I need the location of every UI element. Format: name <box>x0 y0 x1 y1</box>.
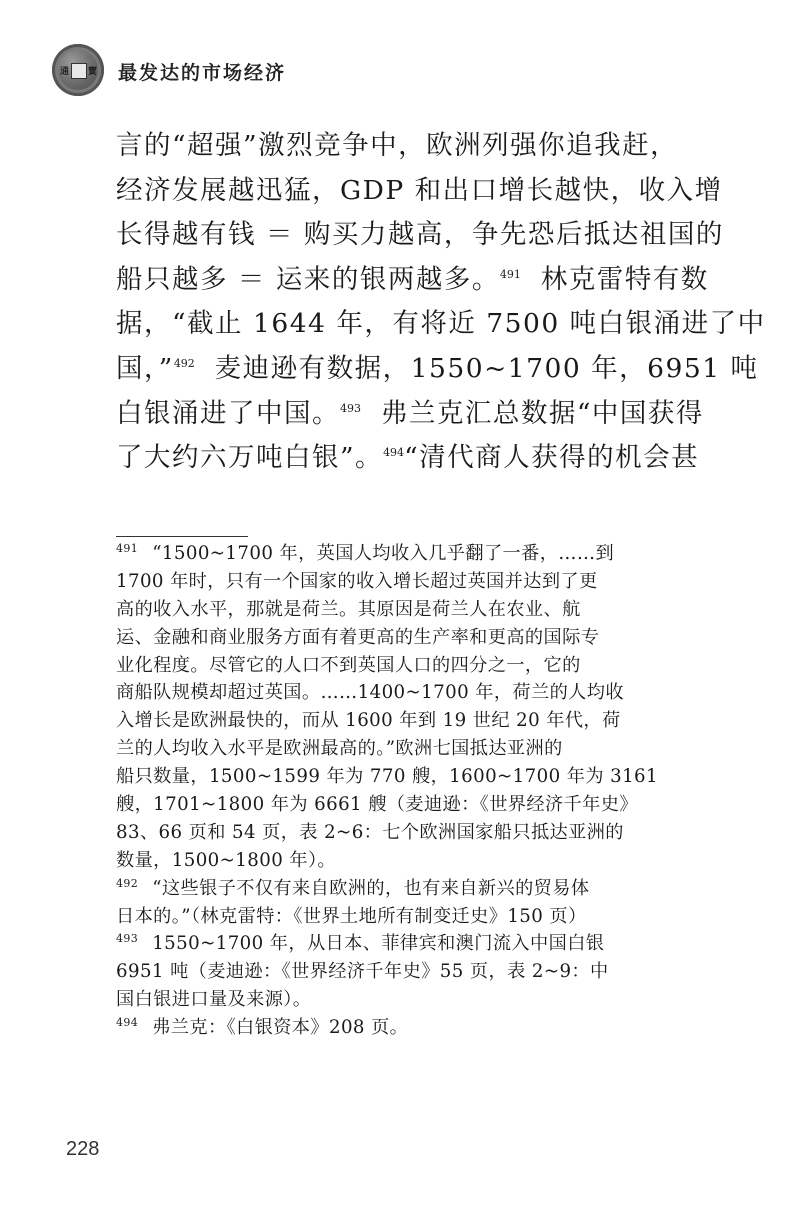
footnote-text: 运、金融和商业服务方面有着更高的生产率和更高的国际专 <box>116 626 600 648</box>
body-text: 长得越有钱 ＝ 购买力越高，争先恐后抵达祖国的 <box>116 219 724 251</box>
footnote-text: 日本的。”（林克雷特：《世界土地所有制变迁史》150 页） <box>116 905 587 927</box>
footnote-number: 494 <box>116 1016 139 1030</box>
body-text: 林克雷特有数 <box>520 263 709 295</box>
footnote-491 <box>116 540 676 875</box>
footnote-reference[interactable]: 493 <box>340 401 361 415</box>
footnote-text: “1500~1700 年，英国人均收入几乎翻了一番，……到 <box>152 543 615 564</box>
footnote-493 <box>116 930 676 1014</box>
footnote-line <box>116 875 676 903</box>
footnote-line <box>116 624 676 652</box>
footnote-number: 493 <box>116 932 139 946</box>
body-line <box>116 124 679 169</box>
footnote-line <box>116 568 676 596</box>
footnote-line <box>116 791 676 819</box>
footnote-line <box>116 652 676 680</box>
body-line <box>116 258 709 303</box>
footnote-line <box>116 540 676 568</box>
footnote-text: 商船队规模却超过英国。……1400~1700 年，荷兰的人均收 <box>116 682 624 704</box>
body-text: 经济发展越迅猛，GDP 和出口增长越快，收入增 <box>116 174 723 206</box>
footnote-text: “这些银子不仅有来自欧洲的，也有来自新兴的贸易体 <box>152 877 590 899</box>
footnote-line <box>116 679 676 707</box>
footnote-line <box>116 596 676 624</box>
body-line <box>116 347 759 392</box>
body-text: 白银涌进了中国。 <box>116 397 340 429</box>
footnote-line <box>116 735 676 763</box>
body-text: 国，” <box>116 352 174 384</box>
footnote-494 <box>116 1014 676 1042</box>
footnote-line <box>116 1014 676 1042</box>
footnote-text: 1700 年时，只有一个国家的收入增长超过英国并达到了更 <box>116 570 598 592</box>
footnote-text: 弗兰克：《白银资本》208 页。 <box>152 1017 409 1039</box>
footnote-number: 492 <box>116 876 139 890</box>
footnote-line <box>116 847 676 875</box>
footnote-line <box>116 903 676 931</box>
body-text: “清代商人获得的机会甚 <box>404 442 700 474</box>
footnote-text: 1550~1700 年，从日本、菲律宾和澳门流入中国白银 <box>152 933 605 955</box>
coin-square-hole <box>71 63 87 79</box>
footnote-text: 6951 吨（麦迪逊：《世界经济千年史》55 页，表 2~9：中 <box>116 961 609 983</box>
footnote-text: 数量，1500~1800 年）。 <box>116 849 337 871</box>
body-text: 据，“截止 1644 年，有将近 7500 吨白银涌进了中 <box>116 308 766 340</box>
footnote-text: 业化程度。尽管它的人口不到英国人口的四分之一，它的 <box>116 654 581 676</box>
footnote-text: 83、66 页和 54 页，表 2~6：七个欧洲国家船只抵达亚洲的 <box>116 821 624 843</box>
body-paragraph <box>116 124 766 481</box>
footnote-line <box>116 707 676 735</box>
body-line <box>116 169 723 214</box>
coin-icon <box>52 44 104 96</box>
footnote-reference[interactable]: 494 <box>383 446 405 460</box>
header-title: 最发达的市场经济 <box>118 62 287 84</box>
body-text: 了大约六万吨白银”。 <box>116 442 384 474</box>
body-line <box>116 213 724 258</box>
footnote-line <box>116 819 676 847</box>
page-number: 228 <box>66 1138 100 1160</box>
body-line <box>116 436 700 481</box>
footnotes <box>116 540 676 1042</box>
footnote-text: 船只数量，1500~1599 年为 770 艘，1600~1700 年为 3161 <box>116 766 658 788</box>
footnote-492 <box>116 875 676 931</box>
footnote-line <box>116 986 676 1014</box>
footnote-text: 国白银进口量及来源）。 <box>116 989 312 1011</box>
body-text: 船只越多 ＝ 运来的银两越多。 <box>116 263 500 295</box>
footnote-text: 兰的人均收入水平是欧洲最高的。”欧洲七国抵达亚洲的 <box>116 738 563 760</box>
footnote-reference[interactable]: 492 <box>173 357 195 371</box>
footnote-text: 艘，1701~1800 年为 6661 艘（麦迪逊：《世界经济千年史》 <box>116 794 638 816</box>
body-text: 言的“超强”激烈竞争中，欧洲列强你追我赶， <box>116 130 679 161</box>
body-text: 麦迪逊有数据，1550~1700 年，6951 吨 <box>194 352 759 384</box>
footnote-text: 入增长是欧洲最快的，而从 1600 年到 19 世纪 20 年代，荷 <box>116 710 621 732</box>
footnote-number: 491 <box>116 541 139 555</box>
coin-glyph-left: 通 <box>60 67 70 77</box>
footnote-reference[interactable]: 491 <box>499 267 521 281</box>
body-line <box>116 392 704 437</box>
footnote-rule <box>116 536 248 537</box>
footnote-line <box>116 930 676 958</box>
running-header <box>52 44 452 100</box>
footnote-line <box>116 958 676 986</box>
body-text: 弗兰克汇总数据“中国获得 <box>361 397 704 429</box>
coin-glyph-right: 寶 <box>88 67 98 77</box>
footnote-text: 高的收入水平，那就是荷兰。其原因是荷兰人在农业、航 <box>116 598 581 620</box>
footnote-line <box>116 763 676 791</box>
body-line <box>116 302 766 347</box>
